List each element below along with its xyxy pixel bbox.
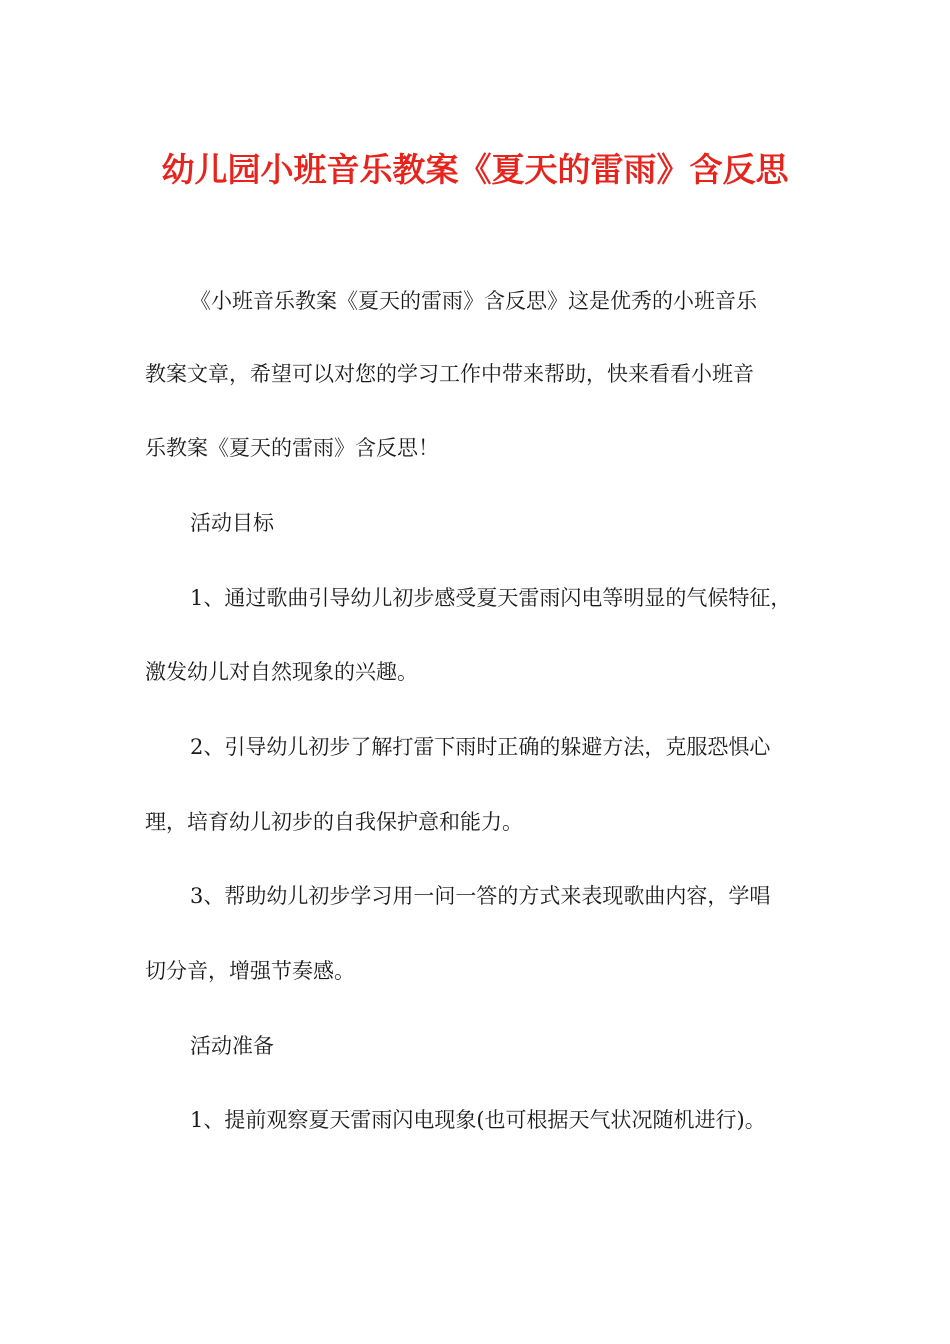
goal-3-line-2: 切分音，增强节奏感。 xyxy=(145,959,355,983)
intro-paragraph-line-2: 教案文章，希望可以对您的学习工作中带来帮助，快来看看小班音 xyxy=(145,362,754,386)
goal-1-line-1: 1、通过歌曲引导幼儿初步感受夏天雷雨闪电等明显的气候特征， xyxy=(190,586,792,610)
goal-3-line-1: 3、帮助幼儿初步学习用一问一答的方式来表现歌曲内容，学唱 xyxy=(190,884,771,908)
section-heading-preparation: 活动准备 xyxy=(190,1034,274,1058)
goal-2-line-2: 理，培育幼儿初步的自我保护意和能力。 xyxy=(145,810,523,834)
document-title: 幼儿园小班音乐教案《夏天的雷雨》含反思 xyxy=(161,150,789,189)
section-heading-goals: 活动目标 xyxy=(190,511,274,535)
intro-paragraph-line-3: 乐教案《夏天的雷雨》含反思！ xyxy=(145,436,439,460)
intro-paragraph-line-1: 《小班音乐教案《夏天的雷雨》含反思》这是优秀的小班音乐 xyxy=(190,289,757,313)
goal-1-line-2: 激发幼儿对自然现象的兴趣。 xyxy=(145,660,418,684)
preparation-1-line-1: 1、提前观察夏天雷雨闪电现象(也可根据天气状况随机进行)。 xyxy=(190,1108,766,1132)
goal-2-line-1: 2、引导幼儿初步了解打雷下雨时正确的躲避方法，克服恐惧心 xyxy=(190,735,771,759)
